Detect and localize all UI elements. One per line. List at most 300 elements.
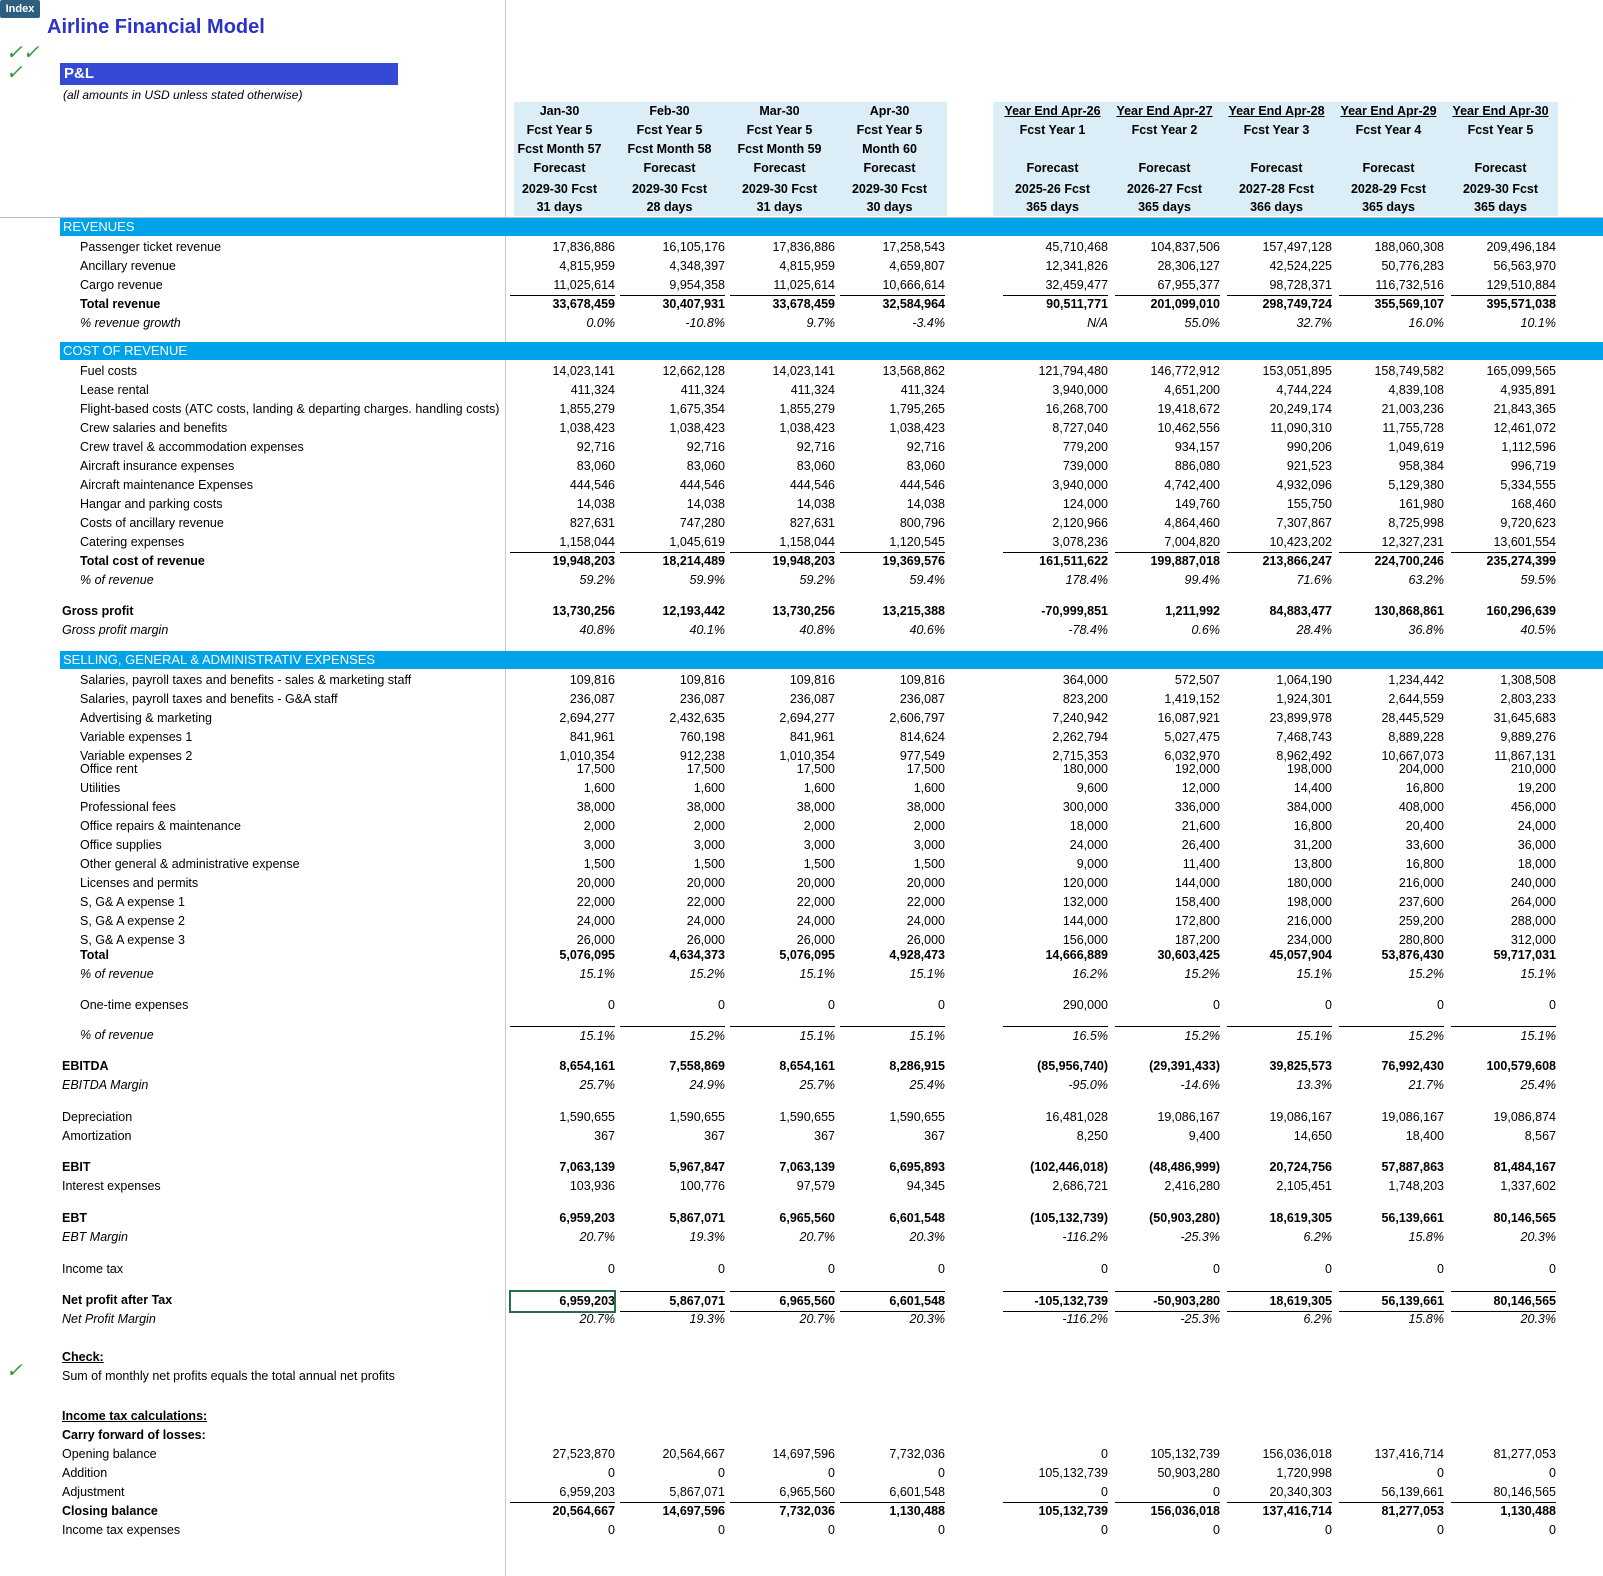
value-cell[interactable]: 213,866,247 (1262, 554, 1332, 568)
value-cell[interactable]: 32,459,477 (1003, 276, 1108, 296)
value-cell[interactable]: 31,200 (1293, 838, 1332, 852)
value-cell[interactable]: 40.8% (799, 623, 835, 637)
value-cell[interactable]: 0 (608, 998, 615, 1012)
value-cell[interactable]: 1,038,423 (559, 421, 615, 435)
value-cell[interactable]: 288,000 (1510, 914, 1556, 928)
value-cell[interactable]: -3.4% (912, 316, 945, 330)
value-cell[interactable]: 0 (718, 1466, 725, 1480)
value-cell[interactable]: 7,732,036 (779, 1504, 835, 1518)
value-cell[interactable]: 199,887,018 (1150, 554, 1220, 568)
value-cell[interactable]: 8,727,040 (1052, 421, 1108, 435)
value-cell[interactable]: 0 (1549, 1523, 1556, 1537)
value-cell[interactable]: 7,732,036 (889, 1447, 945, 1461)
value-cell[interactable]: 411,324 (900, 383, 945, 397)
value-cell[interactable]: 15.2% (689, 967, 725, 981)
value-cell[interactable]: 15.2% (1184, 967, 1220, 981)
value-cell[interactable]: 1,600 (693, 781, 725, 795)
value-cell[interactable]: 15.2% (1339, 1026, 1444, 1046)
value-cell[interactable]: (50,903,280) (1149, 1211, 1220, 1225)
value-cell[interactable]: 216,000 (1398, 876, 1444, 890)
value-cell[interactable]: 109,816 (899, 673, 945, 687)
value-cell[interactable]: 5,867,071 (620, 1291, 725, 1312)
value-cell[interactable]: 235,274,399 (1486, 554, 1556, 568)
value-cell[interactable]: 259,200 (1398, 914, 1444, 928)
value-cell[interactable]: 364,000 (1062, 673, 1108, 687)
value-cell[interactable]: 5,076,095 (559, 948, 615, 962)
value-cell[interactable]: 1,419,152 (1164, 692, 1220, 706)
value-cell[interactable]: 6.2% (1303, 1312, 1332, 1326)
value-cell[interactable]: 2,606,797 (889, 711, 945, 725)
value-cell[interactable]: 38,000 (796, 800, 835, 814)
value-cell[interactable]: 25.7% (579, 1078, 615, 1092)
value-cell[interactable]: (102,446,018) (1030, 1160, 1108, 1174)
value-cell[interactable]: 124,000 (1062, 497, 1108, 511)
value-cell[interactable]: 912,238 (679, 749, 725, 763)
value-cell[interactable]: 14,650 (1293, 1129, 1332, 1143)
value-cell[interactable]: 0 (1437, 1523, 1444, 1537)
value-cell[interactable]: 8,654,161 (559, 1059, 615, 1073)
value-cell[interactable]: 19.3% (689, 1230, 725, 1244)
value-cell[interactable]: 21,600 (1181, 819, 1220, 833)
value-cell[interactable]: 6,965,560 (779, 1211, 835, 1225)
value-cell[interactable]: 990,206 (1286, 440, 1332, 454)
value-cell[interactable]: 20.3% (909, 1312, 945, 1326)
value-cell[interactable]: 6,032,970 (1164, 749, 1220, 763)
value-cell[interactable]: 146,772,912 (1150, 364, 1220, 378)
value-cell[interactable]: 0 (1437, 1466, 1444, 1480)
value-cell[interactable]: 0 (608, 1262, 615, 1276)
value-cell[interactable]: 1,038,423 (779, 421, 835, 435)
value-cell[interactable]: 1,038,423 (669, 421, 725, 435)
value-cell[interactable]: 841,961 (789, 730, 835, 744)
value-cell[interactable]: 0 (1213, 1523, 1220, 1537)
value-cell[interactable]: 59.4% (909, 573, 945, 587)
value-cell[interactable]: 0.6% (1191, 623, 1220, 637)
value-cell[interactable]: 201,099,010 (1150, 297, 1220, 311)
value-cell[interactable]: 11,867,131 (1494, 749, 1556, 763)
value-cell[interactable]: 14,697,596 (772, 1447, 835, 1461)
value-cell[interactable]: 17,500 (906, 762, 945, 776)
value-cell[interactable]: 97,579 (796, 1179, 835, 1193)
value-cell[interactable]: 444,546 (679, 478, 725, 492)
value-cell[interactable]: 2,000 (693, 819, 725, 833)
value-cell[interactable]: 2,803,233 (1500, 692, 1556, 706)
value-cell[interactable]: 367 (814, 1129, 835, 1143)
value-cell[interactable]: 827,631 (789, 516, 835, 530)
value-cell[interactable]: 3,078,236 (1003, 533, 1108, 553)
value-cell[interactable]: 155,750 (1286, 497, 1332, 511)
value-cell[interactable]: 23,899,978 (1269, 711, 1332, 725)
value-cell[interactable]: 5,027,475 (1164, 730, 1220, 744)
value-cell[interactable]: 10,462,556 (1157, 421, 1220, 435)
value-cell[interactable]: 16,800 (1293, 819, 1332, 833)
value-cell[interactable]: 9,000 (1076, 857, 1108, 871)
value-cell[interactable]: 10,667,073 (1381, 749, 1444, 763)
value-cell[interactable]: 572,507 (1174, 673, 1220, 687)
value-cell[interactable]: 26,000 (576, 933, 615, 947)
value-cell[interactable]: 0 (1213, 998, 1220, 1012)
value-cell[interactable]: 3,000 (913, 838, 945, 852)
value-cell[interactable]: 84,883,477 (1269, 604, 1332, 618)
value-cell[interactable]: 18,000 (1069, 819, 1108, 833)
value-cell[interactable]: 2,105,451 (1276, 1179, 1332, 1193)
value-cell[interactable]: (29,391,433) (1149, 1059, 1220, 1073)
value-cell[interactable]: 13,601,554 (1451, 533, 1556, 553)
value-cell[interactable]: 25.4% (909, 1078, 945, 1092)
value-cell[interactable]: 20.7% (579, 1230, 615, 1244)
value-cell[interactable]: 80,146,565 (1493, 1211, 1556, 1225)
value-cell[interactable]: 24,000 (796, 914, 835, 928)
value-cell[interactable]: 6,695,893 (889, 1160, 945, 1174)
value-cell[interactable]: 20.3% (1520, 1230, 1556, 1244)
value-cell[interactable]: 157,497,128 (1262, 240, 1332, 254)
value-cell[interactable]: 1,308,508 (1500, 673, 1556, 687)
value-cell[interactable]: 1,590,655 (669, 1110, 725, 1124)
value-cell[interactable]: 18,619,305 (1227, 1291, 1332, 1312)
value-cell[interactable]: 16.0% (1408, 316, 1444, 330)
value-cell[interactable]: 921,523 (1286, 459, 1332, 473)
value-cell[interactable]: 20,400 (1405, 819, 1444, 833)
value-cell[interactable]: (48,486,999) (1149, 1160, 1220, 1174)
value-cell[interactable]: 168,460 (1510, 497, 1556, 511)
value-cell[interactable]: 12,341,826 (1045, 259, 1108, 273)
value-cell[interactable]: -70,999,851 (1041, 604, 1108, 618)
value-cell[interactable]: 300,000 (1062, 800, 1108, 814)
value-cell[interactable]: 132,000 (1062, 895, 1108, 909)
value-cell[interactable]: 161,980 (1398, 497, 1444, 511)
value-cell[interactable]: 0 (828, 1466, 835, 1480)
value-cell[interactable]: 144,000 (1174, 876, 1220, 890)
value-cell[interactable]: -14.6% (1180, 1078, 1220, 1092)
value-cell[interactable]: 26,000 (796, 933, 835, 947)
value-cell[interactable]: 14,038 (686, 497, 725, 511)
value-cell[interactable]: 6.2% (1303, 1230, 1332, 1244)
value-cell[interactable]: 779,200 (1062, 440, 1108, 454)
value-cell[interactable]: 81,484,167 (1493, 1160, 1556, 1174)
value-cell[interactable]: 1,748,203 (1388, 1179, 1444, 1193)
value-cell[interactable]: 12,193,442 (662, 604, 725, 618)
value-cell[interactable]: 408,000 (1398, 800, 1444, 814)
value-cell[interactable]: (105,132,739) (1030, 1211, 1108, 1225)
value-cell[interactable]: 19,369,576 (882, 554, 945, 568)
value-cell[interactable]: 20.3% (909, 1230, 945, 1244)
value-cell[interactable]: 83,060 (576, 459, 615, 473)
value-cell[interactable]: 180,000 (1286, 876, 1332, 890)
value-cell[interactable]: 2,644,559 (1388, 692, 1444, 706)
value-cell[interactable]: 6,601,548 (840, 1291, 945, 1312)
value-cell[interactable]: 3,000 (693, 838, 725, 852)
value-cell[interactable]: 1,600 (913, 781, 945, 795)
value-cell[interactable]: 180,000 (1062, 762, 1108, 776)
value-cell[interactable]: 16,268,700 (1045, 402, 1108, 416)
value-cell[interactable]: 7,240,942 (1052, 711, 1108, 725)
value-cell[interactable]: 456,000 (1510, 800, 1556, 814)
value-cell[interactable]: 0 (1003, 1483, 1108, 1503)
value-cell[interactable]: 38,000 (906, 800, 945, 814)
value-cell[interactable]: 367 (924, 1129, 945, 1143)
value-cell[interactable]: 9.7% (806, 316, 835, 330)
value-cell[interactable]: 57,887,863 (1381, 1160, 1444, 1174)
value-cell[interactable]: 17,500 (576, 762, 615, 776)
value-cell[interactable]: 5,867,071 (620, 1483, 725, 1503)
value-cell[interactable]: 158,749,582 (1374, 364, 1444, 378)
value-cell[interactable]: 1,500 (913, 857, 945, 871)
value-cell[interactable]: 26,000 (906, 933, 945, 947)
value-cell[interactable]: 9,600 (1076, 781, 1108, 795)
value-cell[interactable]: 0 (1549, 1262, 1556, 1276)
value-cell[interactable]: 17,836,886 (552, 240, 615, 254)
value-cell[interactable]: 1,130,488 (889, 1504, 945, 1518)
value-cell[interactable]: 411,324 (680, 383, 725, 397)
value-cell[interactable]: 187,200 (1174, 933, 1220, 947)
value-cell[interactable]: 156,000 (1062, 933, 1108, 947)
value-cell[interactable]: 28,306,127 (1157, 259, 1220, 273)
value-cell[interactable]: 59.2% (579, 573, 615, 587)
value-cell[interactable]: 15.1% (1296, 967, 1332, 981)
value-cell[interactable]: 19,086,167 (1157, 1110, 1220, 1124)
value-cell[interactable]: 24,000 (906, 914, 945, 928)
value-cell[interactable]: 886,080 (1174, 459, 1220, 473)
value-cell[interactable]: 28,445,529 (1381, 711, 1444, 725)
value-cell[interactable]: 45,057,904 (1269, 948, 1332, 962)
value-cell[interactable]: 36.8% (1408, 623, 1444, 637)
value-cell[interactable]: 0 (938, 998, 945, 1012)
value-cell[interactable]: 92,716 (576, 440, 615, 454)
value-cell[interactable]: 0.0% (586, 316, 615, 330)
value-cell[interactable]: 92,716 (796, 440, 835, 454)
value-cell[interactable]: 2,000 (913, 819, 945, 833)
value-cell[interactable]: 22,000 (906, 895, 945, 909)
value-cell[interactable]: 20,000 (906, 876, 945, 890)
value-cell[interactable]: 1,049,619 (1388, 440, 1444, 454)
value-cell[interactable]: 1,234,442 (1388, 673, 1444, 687)
value-cell[interactable]: 0 (1213, 1262, 1220, 1276)
value-cell[interactable]: 236,087 (569, 692, 615, 706)
value-cell[interactable]: 0 (1101, 1262, 1108, 1276)
value-cell[interactable]: 234,000 (1286, 933, 1332, 947)
value-cell[interactable]: 739,000 (1062, 459, 1108, 473)
value-cell[interactable]: 98,728,371 (1227, 276, 1332, 296)
value-cell[interactable]: 27,523,870 (552, 1447, 615, 1461)
value-cell[interactable]: 2,000 (803, 819, 835, 833)
value-cell[interactable]: 204,000 (1398, 762, 1444, 776)
value-cell[interactable]: 137,416,714 (1262, 1504, 1332, 1518)
value-cell[interactable]: 236,087 (899, 692, 945, 706)
value-cell[interactable]: 444,546 (789, 478, 835, 492)
value-cell[interactable]: 7,558,869 (669, 1059, 725, 1073)
value-cell[interactable]: 81,277,053 (1381, 1504, 1444, 1518)
value-cell[interactable]: 1,924,301 (1276, 692, 1332, 706)
value-cell[interactable]: 165,099,565 (1486, 364, 1556, 378)
value-cell[interactable]: -10.8% (685, 316, 725, 330)
value-cell[interactable]: 4,935,891 (1500, 383, 1556, 397)
value-cell[interactable]: 977,549 (899, 749, 945, 763)
value-cell[interactable]: 444,546 (569, 478, 615, 492)
value-cell[interactable]: 10,423,202 (1227, 533, 1332, 553)
value-cell[interactable]: 4,928,473 (889, 948, 945, 962)
value-cell[interactable]: 50,776,283 (1381, 259, 1444, 273)
value-cell[interactable]: 17,500 (796, 762, 835, 776)
value-cell[interactable]: 0 (938, 1262, 945, 1276)
value-cell[interactable]: 100,776 (679, 1179, 725, 1193)
value-cell[interactable]: 2,120,966 (1052, 516, 1108, 530)
value-cell[interactable]: 13,800 (1293, 857, 1332, 871)
value-cell[interactable]: 0 (718, 1262, 725, 1276)
value-cell[interactable]: 76,992,430 (1381, 1059, 1444, 1073)
value-cell[interactable]: 20,340,303 (1227, 1483, 1332, 1503)
value-cell[interactable]: 1,500 (803, 857, 835, 871)
value-cell[interactable]: 0 (718, 998, 725, 1012)
value-cell[interactable]: 8,962,492 (1276, 749, 1332, 763)
value-cell[interactable]: 33,678,459 (772, 297, 835, 311)
value-cell[interactable]: 1,600 (583, 781, 615, 795)
value-cell[interactable]: 6,601,548 (889, 1211, 945, 1225)
value-cell[interactable]: 105,132,739 (1038, 1466, 1108, 1480)
value-cell[interactable]: 15.1% (799, 967, 835, 981)
value-cell[interactable]: -78.4% (1068, 623, 1108, 637)
value-cell[interactable]: 16.2% (1072, 967, 1108, 981)
value-cell[interactable]: 210,000 (1510, 762, 1556, 776)
value-cell[interactable]: 2,694,277 (779, 711, 835, 725)
value-cell[interactable]: 367 (704, 1129, 725, 1143)
value-cell[interactable]: 55.0% (1184, 316, 1220, 330)
value-cell[interactable]: -116.2% (1062, 1312, 1108, 1326)
value-cell[interactable]: 137,416,714 (1374, 1447, 1444, 1461)
value-cell[interactable]: 13,568,862 (882, 364, 945, 378)
value-cell[interactable]: -95.0% (1068, 1078, 1108, 1092)
value-cell[interactable]: N/A (1087, 316, 1108, 330)
value-cell[interactable]: 15.1% (909, 967, 945, 981)
value-cell[interactable]: 236,087 (679, 692, 725, 706)
value-cell[interactable]: 105,132,739 (1038, 1504, 1108, 1518)
value-cell[interactable]: 109,816 (679, 673, 725, 687)
value-cell[interactable]: 59,717,031 (1493, 948, 1556, 962)
value-cell[interactable]: 4,815,959 (779, 259, 835, 273)
value-cell[interactable]: 209,496,184 (1486, 240, 1556, 254)
value-cell[interactable]: 156,036,018 (1150, 1504, 1220, 1518)
value-cell[interactable]: 8,654,161 (779, 1059, 835, 1073)
value-cell[interactable]: 236,087 (789, 692, 835, 706)
value-cell[interactable]: 20,564,667 (552, 1504, 615, 1518)
value-cell[interactable]: 11,755,728 (1382, 421, 1444, 435)
value-cell[interactable]: 2,686,721 (1052, 1179, 1108, 1193)
value-cell[interactable]: 15.1% (1227, 1026, 1332, 1046)
value-cell[interactable]: 144,000 (1062, 914, 1108, 928)
value-cell[interactable]: 40.6% (909, 623, 945, 637)
value-cell[interactable]: 19,086,874 (1493, 1110, 1556, 1124)
value-cell[interactable]: 7,468,743 (1276, 730, 1332, 744)
value-cell[interactable]: 958,384 (1398, 459, 1444, 473)
value-cell[interactable]: 8,286,915 (889, 1059, 945, 1073)
value-cell[interactable]: 16,105,176 (662, 240, 725, 254)
value-cell[interactable]: 1,855,279 (779, 402, 835, 416)
value-cell[interactable]: 395,571,038 (1486, 297, 1556, 311)
value-cell[interactable]: 0 (1101, 1523, 1108, 1537)
value-cell[interactable]: 2,416,280 (1164, 1179, 1220, 1193)
value-cell[interactable]: 24.9% (689, 1078, 725, 1092)
value-cell[interactable]: 9,400 (1188, 1129, 1220, 1143)
value-cell[interactable]: 1,064,190 (1276, 673, 1332, 687)
value-cell[interactable]: 15.8% (1408, 1312, 1444, 1326)
value-cell[interactable]: 19.3% (689, 1312, 725, 1326)
value-cell[interactable]: 747,280 (679, 516, 725, 530)
value-cell[interactable]: 1,158,044 (730, 533, 835, 553)
value-cell[interactable]: 1,158,044 (510, 533, 615, 553)
value-cell[interactable]: 20.7% (799, 1230, 835, 1244)
value-cell[interactable]: 5,129,380 (1388, 478, 1444, 492)
value-cell[interactable]: 1,010,354 (559, 749, 615, 763)
value-cell[interactable]: 56,139,661 (1339, 1483, 1444, 1503)
value-cell[interactable]: 20,249,174 (1269, 402, 1332, 416)
value-cell[interactable]: 1,500 (583, 857, 615, 871)
value-cell[interactable]: 411,324 (570, 383, 615, 397)
value-cell[interactable]: 19,200 (1517, 781, 1556, 795)
value-cell[interactable]: 0 (1549, 998, 1556, 1012)
value-cell[interactable]: 120,000 (1062, 876, 1108, 890)
value-cell[interactable]: 83,060 (906, 459, 945, 473)
value-cell[interactable]: 172,800 (1174, 914, 1220, 928)
value-cell[interactable]: 28.4% (1296, 623, 1332, 637)
value-cell[interactable]: 264,000 (1510, 895, 1556, 909)
value-cell[interactable]: 24,000 (686, 914, 725, 928)
value-cell[interactable]: 7,063,139 (779, 1160, 835, 1174)
value-cell[interactable]: 6,959,203 (510, 1483, 615, 1503)
value-cell[interactable]: 9,954,358 (620, 276, 725, 296)
value-cell[interactable]: 16,087,921 (1157, 711, 1220, 725)
value-cell[interactable]: 336,000 (1174, 800, 1220, 814)
value-cell[interactable]: 81,277,053 (1493, 1447, 1556, 1461)
value-cell[interactable]: 25.7% (799, 1078, 835, 1092)
value-cell[interactable]: 4,659,807 (889, 259, 945, 273)
value-cell[interactable]: 19,086,167 (1269, 1110, 1332, 1124)
value-cell[interactable]: 0 (828, 1262, 835, 1276)
value-cell[interactable]: 827,631 (569, 516, 615, 530)
value-cell[interactable]: 56,139,661 (1381, 1211, 1444, 1225)
value-cell[interactable]: 13,730,256 (552, 604, 615, 618)
value-cell[interactable]: 5,334,555 (1500, 478, 1556, 492)
value-cell[interactable]: 2,694,277 (559, 711, 615, 725)
value-cell[interactable]: 8,250 (1076, 1129, 1108, 1143)
value-cell[interactable]: 996,719 (1510, 459, 1556, 473)
value-cell[interactable]: -116.2% (1062, 1230, 1108, 1244)
value-cell[interactable]: 18,000 (1517, 857, 1556, 871)
value-cell[interactable]: 1,590,655 (889, 1110, 945, 1124)
value-cell[interactable]: 100,579,608 (1486, 1059, 1556, 1073)
value-cell[interactable]: 104,837,506 (1150, 240, 1220, 254)
value-cell[interactable]: -25.3% (1180, 1230, 1220, 1244)
value-cell[interactable]: 1,855,279 (559, 402, 615, 416)
value-cell[interactable]: 5,967,847 (669, 1160, 725, 1174)
value-cell[interactable]: 1,590,655 (779, 1110, 835, 1124)
value-cell[interactable]: 22,000 (576, 895, 615, 909)
value-cell[interactable]: 1,795,265 (889, 402, 945, 416)
value-cell[interactable]: 11,025,614 (730, 276, 835, 296)
value-cell[interactable]: 8,725,998 (1388, 516, 1444, 530)
value-cell[interactable]: 56,139,661 (1339, 1291, 1444, 1312)
value-cell[interactable]: 240,000 (1510, 876, 1556, 890)
value-cell[interactable]: 71.6% (1296, 573, 1332, 587)
value-cell[interactable]: 224,700,246 (1374, 554, 1444, 568)
value-cell[interactable]: 20,000 (796, 876, 835, 890)
value-cell[interactable]: 15.2% (620, 1026, 725, 1046)
value-cell[interactable]: 0 (608, 1466, 615, 1480)
value-cell[interactable]: 90,511,771 (1046, 297, 1108, 311)
value-cell[interactable]: 1,112,596 (1501, 440, 1556, 454)
value-cell[interactable]: 18,619,305 (1269, 1211, 1332, 1225)
value-cell[interactable]: 11,090,310 (1270, 421, 1332, 435)
value-cell[interactable]: 3,940,000 (1052, 478, 1108, 492)
value-cell[interactable]: 4,864,460 (1164, 516, 1220, 530)
